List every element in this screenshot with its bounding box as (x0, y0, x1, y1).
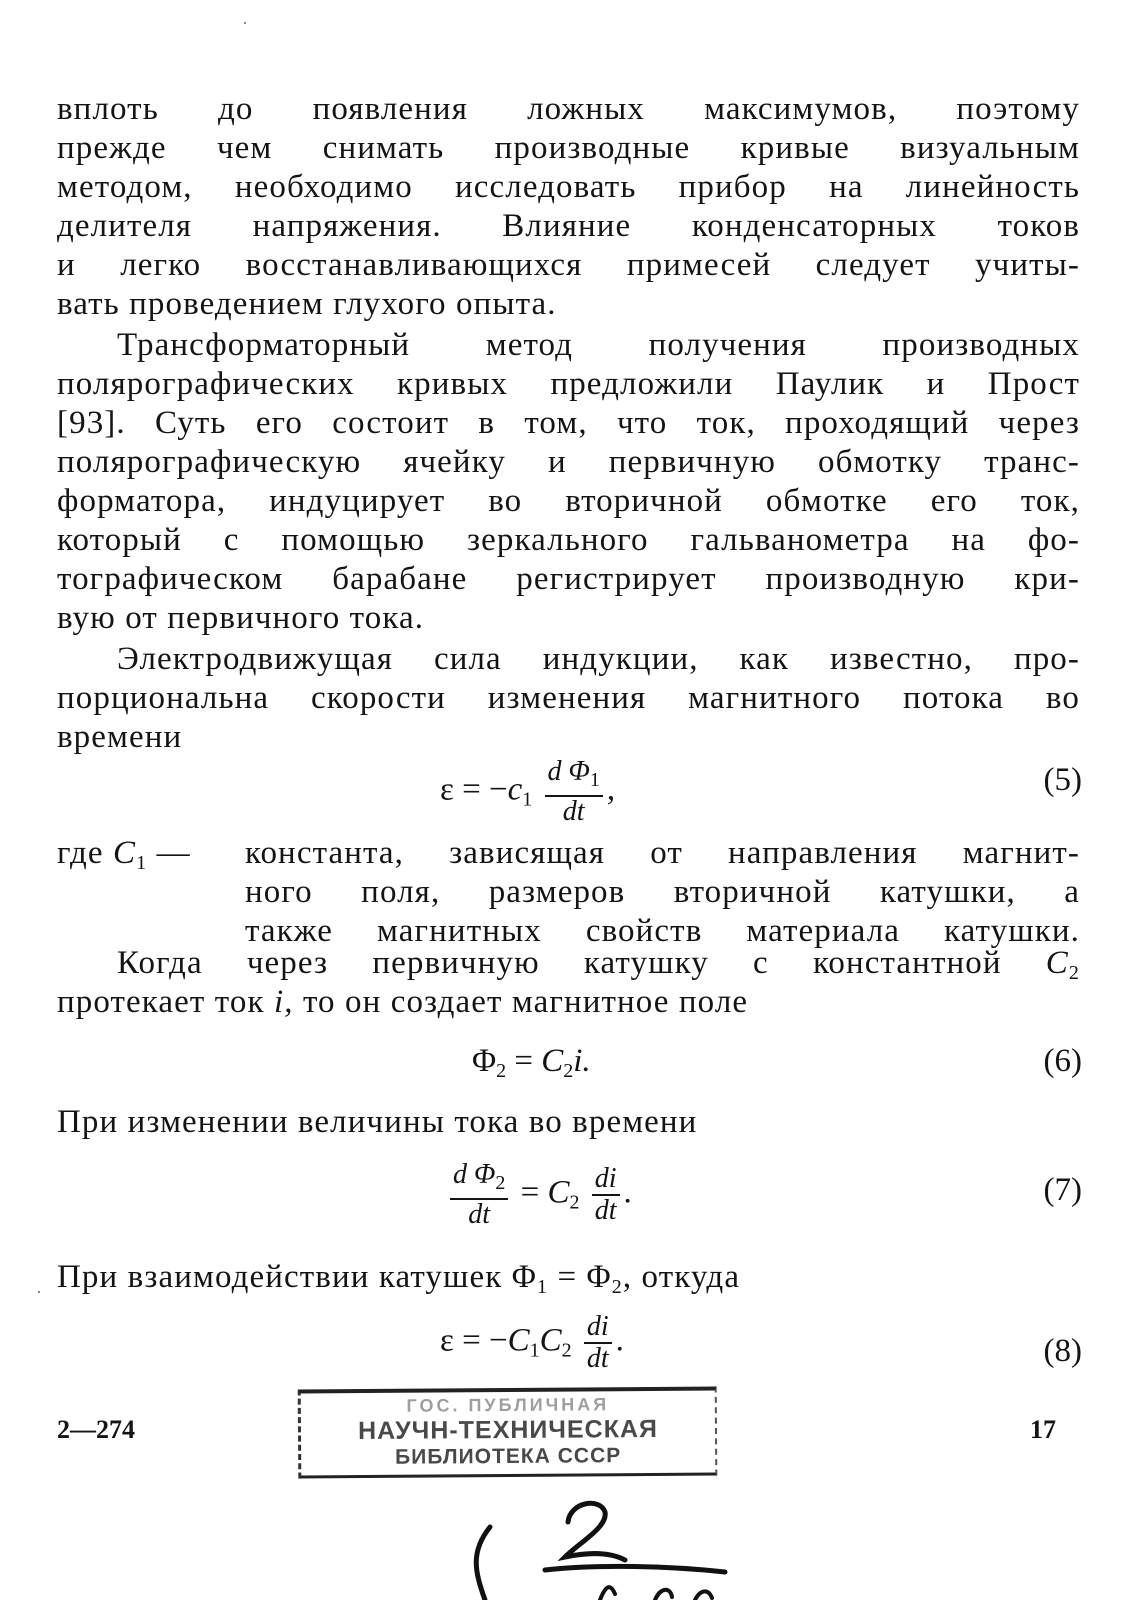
eq-sub: 2 (496, 1060, 507, 1082)
paragraph-current-change (57, 1103, 1080, 1142)
eq-phi: Φ (472, 1043, 497, 1079)
equation-6 (472, 1043, 591, 1083)
speck (38, 1291, 40, 1293)
frac-num: di (586, 1311, 609, 1342)
math-symbol: i, (273, 984, 294, 1020)
paragraph-continuation (57, 90, 1080, 324)
frac-den: dt (586, 1343, 609, 1374)
eq-c: C (539, 1322, 562, 1359)
library-stamp (298, 1387, 718, 1479)
eq-tail: . (623, 1174, 632, 1211)
eq-sub: 1 (589, 769, 600, 791)
eq-sub: 1 (136, 852, 148, 874)
text-line: форматора, индуцирует во вторичной обмотке его ток, (57, 483, 1080, 519)
frac-num: d Φ (547, 756, 590, 787)
text-run: При взаимодействии катушек Φ (57, 1259, 537, 1295)
fraction (592, 1164, 620, 1226)
text-run: то он создает магнитное поле (302, 984, 749, 1020)
eq-equals: = (506, 1043, 542, 1079)
eq-sub: 1 (537, 1276, 549, 1298)
paragraph-transformer-method (57, 326, 1080, 638)
eq-c: C (547, 1174, 570, 1211)
frac-num: d Φ (453, 1159, 496, 1190)
eq-sub: 2 (495, 1172, 506, 1194)
fraction (584, 1312, 612, 1374)
equation-number-7: (7) (1043, 1172, 1082, 1208)
frac-den: dt (562, 796, 585, 827)
text-line: вую от первичного тока. (57, 600, 425, 636)
equation-number-5: (5) (1043, 762, 1082, 798)
text-line (57, 983, 1080, 1022)
where-dash: — (156, 835, 191, 871)
eq-sub: 2 (1068, 962, 1080, 984)
text-line: полярографических кривых предложили Паулик и Прост (57, 366, 1080, 402)
text-line (57, 944, 1080, 983)
handwritten-mark (450, 1482, 750, 1600)
text-line: и легко восстанавливающихся примесей следует учиты- (57, 247, 1080, 283)
text-run: протекает ток (57, 984, 265, 1020)
where-explanation (245, 834, 1080, 951)
text-line: константа, зависящая от направления магнит- (245, 835, 1080, 871)
eq-sub: 1 (522, 788, 533, 811)
fraction (450, 1160, 508, 1230)
text-line: времени (57, 719, 183, 755)
page-number: 17 (1030, 1415, 1056, 1444)
text-line: ного поля, размеров вторичной катушки, а (245, 874, 1080, 910)
text-line: Трансформаторный метод получения производных (117, 327, 1080, 363)
frac-num: di (594, 1163, 617, 1194)
fraction (545, 757, 603, 827)
frac-den: dt (468, 1199, 491, 1230)
stamp-line: ГОС. ПУБЛИЧНАЯ (406, 1394, 610, 1416)
paragraph-interaction (57, 1258, 1080, 1297)
text-line: При изменении величины тока во времени (57, 1104, 698, 1140)
text-run: , откуда (622, 1259, 741, 1295)
eq-tail: . (615, 1322, 624, 1359)
text-line: порциональна скорости изменения магнитного потока во (57, 680, 1080, 716)
eq-coef: c (507, 771, 523, 808)
text-line: вать проведением глухого опыта. (57, 286, 557, 322)
eq-equals: = (512, 1174, 548, 1211)
eq-c: C (507, 1322, 530, 1359)
text-run: Когда через первичную катушку с константной (117, 945, 1002, 981)
stamp-line: БИБЛИОТЕКА СССР (395, 1444, 622, 1469)
where-symbol: C (113, 835, 137, 871)
equation-8 (440, 1312, 624, 1374)
paragraph-primary-coil (57, 944, 1080, 1022)
eq-sub: 1 (529, 1339, 540, 1362)
eq-c: C (541, 1043, 564, 1079)
text-line: полярографическую ячейку и первичную обмотку транс- (57, 444, 1080, 480)
paragraph-emf (57, 640, 1080, 757)
speck (244, 22, 246, 24)
where-word: где (57, 835, 104, 871)
equation-5 (440, 757, 615, 827)
text-line: [93]. Суть его состоит в том, что ток, проходящий через (57, 405, 1080, 441)
eq-lhs: ε = − (440, 771, 508, 808)
text-line: также магнитных свойств материала катушки. (245, 913, 1080, 949)
eq-lhs: ε = − (440, 1322, 508, 1359)
text-line (57, 1258, 1080, 1297)
text-line: прежде чем снимать производные кривые визуальным (57, 130, 1080, 166)
eq-i: i. (573, 1043, 591, 1079)
text-line: тографическом барабане регистрирует производную кри- (57, 561, 1080, 597)
text-line: Электродвижущая сила индукции, как известно, про- (117, 641, 1080, 677)
stamp-line: НАУЧН-ТЕХНИЧЕСКАЯ (357, 1414, 659, 1446)
text-line: методом, необходимо исследовать прибор на линейность (57, 169, 1080, 205)
equation-7 (446, 1160, 632, 1230)
text-line: делителя напряжения. Влияние конденсаторных токов (57, 208, 1080, 244)
math-symbol: C (1045, 945, 1069, 981)
text-run: = Φ (548, 1259, 612, 1295)
text-line: который с помощью зеркального гальванометра на фо- (57, 522, 1080, 558)
equation-number-8: (8) (1043, 1333, 1082, 1369)
frac-den: dt (594, 1195, 617, 1226)
eq-sub: 2 (563, 1060, 574, 1082)
text-line: вплоть до появления ложных максимумов, поэтому (57, 91, 1080, 127)
signature-mark: 2—274 (57, 1415, 135, 1444)
equation-number-6: (6) (1043, 1043, 1082, 1079)
eq-sub: 2 (569, 1191, 580, 1214)
where-lead (57, 834, 191, 883)
eq-sub: 2 (611, 1276, 623, 1298)
eq-tail: , (606, 771, 616, 808)
eq-sub: 2 (561, 1339, 572, 1362)
